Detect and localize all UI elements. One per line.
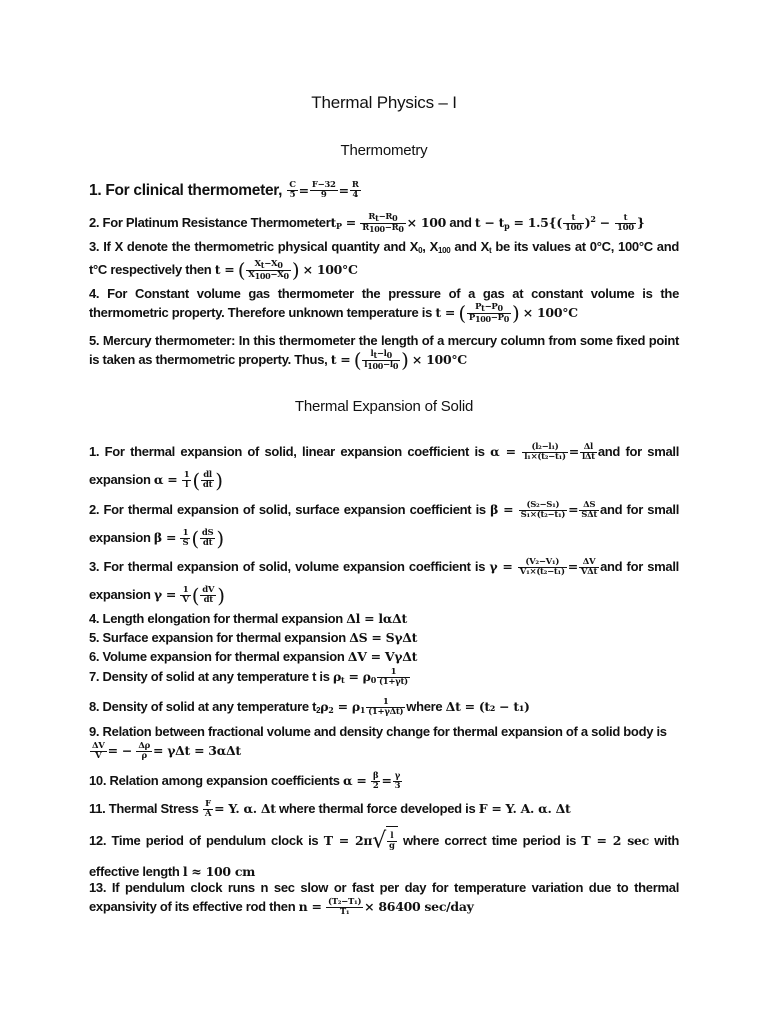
- expansion-item-7: 7. Density of solid at any temperature t is $\rho_t = \rho_0$ $\frac{1}{(1+\gamma t)}$: [89, 667, 408, 688]
- thermometry-item-1: 1. For clinical thermometer, $\frac{C}{5}$ = $\frac{F-32}{9}$ = $\frac{R}{4}$: [89, 180, 359, 201]
- expansion-item-1: 1. For thermal expansion of solid, linear expansion coefficient is α = $\frac{\text{(l₂−l₁)}}{\text{l₁×(t₂−t₁)}}$ = $\frac{\Delta l}{\text{lΔt}}$ and for small expansion α = $\frac{1}{l}$ ( $\frac{dl}{dt}$ ): [89, 442, 680, 493]
- thermometry-item-4: 4. For Constant volume gas thermometer the pressure of a gas at constant volume is the thermometric property. Therefore unknown temperature is t = ( $\frac{Pt-P0}{P100-P0}$ ) × 100°C: [89, 286, 679, 326]
- thermometry-item-2: 2. For Platinum Resistance Thermometert$_P$ = $\frac{Rt-R0}{R100-R0}$ × 100 and $t - t_p = 1.5${( $\frac{t}{100}$ )$^2$ − $\frac{t}{100}$ }: [89, 212, 645, 235]
- thermometry-item-3: 3. If X denote the thermometric physical quantity and $X_0$, $X_{100}$ and $X_t$ be its values at 0°C, 100°C and t°C respectively then t = ( $\frac{Xt-X0}{X100-X0}$ ) × 100°C: [89, 239, 680, 283]
- expansion-item-4: 4. Length elongation for thermal expansion Δl = lαΔt: [89, 611, 408, 626]
- expansion-item-12: 12. Time period of pendulum clock is T = 2π√ $\frac{l}{g}$ where correct time period is T = 2 sec with effective length l ≈ 100 cm: [89, 826, 679, 887]
- expansion-item-8: 8. Density of solid at any temperature $t_2\rho_2 = \rho_1$ $\frac{1}{\text{(1+γΔt)}}$ where Δt = (t₂ − t₁): [89, 697, 530, 718]
- expansion-item-9: 9. Relation between fractional volume and density change for thermal expansion of a solid body is $\frac{\Delta V}{V}$ = − $\frac{\Delta\rho}{\rho}$ = γΔt = 3αΔt: [89, 724, 667, 762]
- expansion-item-11: 11. Thermal Stress $\frac{F}{A}$ = Y. α. Δt where thermal force developed is F = Y. A. α. Δt: [89, 799, 571, 820]
- expansion-item-3: 3. For thermal expansion of solid, volume expansion coefficient is γ = $\frac{\text{(V₂−V₁)}}{\text{V₁×(t₂−t₁)}}$ = $\frac{\Delta V}{\text{VΔt}}$ and for small expansion γ = $\frac{1}{V}$ ( $\frac{dV}{dt}$ ): [89, 557, 679, 608]
- expansion-item-6: 6. Volume expansion for thermal expansion ΔV = VγΔt: [89, 649, 418, 664]
- expansion-item-10: 10. Relation among expansion coefficients α = $\frac{\beta}{2}$ = $\frac{\gamma}{3}$: [89, 771, 401, 792]
- expansion-item-5: 5. Surface expansion for thermal expansion ΔS = SγΔt: [89, 630, 418, 645]
- expansion-item-13: 13. If pendulum clock runs n sec slow or fast per day for temperature variation due to thermal expansivity of its effective rod then n = $\frac{\text{(T₂−T₁)}}{\text{T₁}}$ × 86400 sec/day: [89, 880, 679, 918]
- section-heading-thermometry: Thermometry: [340, 142, 428, 159]
- page-title: Thermal Physics – I: [311, 93, 457, 112]
- expansion-item-2: 2. For thermal expansion of solid, surface expansion coefficient is β = $\frac{\text{(S₂−S₁)}}{\text{S₁×(t₂−t₁)}}$ = $\frac{\Delta S}{\text{SΔt}}$ and for small expansion β = $\frac{1}{S}$ ( $\frac{dS}{dt}$ ): [89, 500, 680, 551]
- thermometry-item-5: 5. Mercury thermometer: In this thermometer the length of a mercury column from some fixed point is taken as thermometric property. Thus, t = ( $\frac{lt-l0}{l100-l0}$ ) × 100°C: [89, 333, 679, 373]
- section-heading-thermal-expansion: Thermal Expansion of Solid: [294, 398, 474, 415]
